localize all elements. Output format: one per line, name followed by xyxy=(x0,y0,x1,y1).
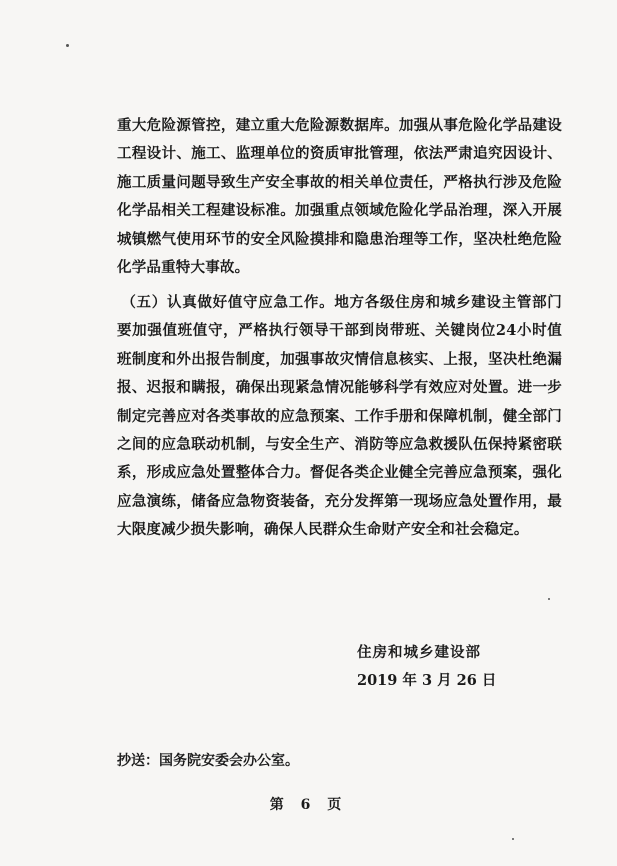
body-paragraph-2: （五）认真做好值守应急工作。地方各级住房和城乡建设主管部门要加强值班值守，严格执行领导干部到岗带班、关键岗位24小时值班制度和外出报告制度，加强事故灾情信息核实、上报，坚决杜绝漏报、迟报和瞒报，确保出现紧急情况能够科学有效应对处置。进一步制定完善应对各类事故的应急预案、工作手册和保障机制，健全部门之间的应急联动机制，与安全生产、消防等应急救援队伍保持紧密联系，形成应急处置整体合力。督促各类企业健全完善应急预案，强化应急演练，储备应急物资装备，充分发挥第一现场应急处置作用，最大限度减少损失影响，确保人民群众生命财产安全和社会稳定。 xyxy=(117,294,562,539)
scan-speck xyxy=(512,838,514,840)
cc-line: 抄送：国务院安委会办公室。 xyxy=(117,753,299,769)
scan-speck xyxy=(548,598,550,600)
signature-organization: 住房和城乡建设部 xyxy=(357,644,481,661)
body-paragraph-1: 重大危险源管控，建立重大危险源数据库。加强从事危险化学品建设工程设计、施工、监理单位的资质审批管理，依法严肃追究因设计、施工质量问题导致生产安全事故的相关单位责任，严格执行涉及危险化学品相关工程建设标准。加强重点领域危险化学品治理，深入开展城镇燃气使用环节的安全风险摸排和隐患治理等工作，坚决杜绝危险化学品重特大事故。 xyxy=(117,117,562,277)
page-number: 第 6 页 xyxy=(269,797,348,813)
scan-speck xyxy=(66,44,69,47)
signature-date: 2019 年 3 月 26 日 xyxy=(357,672,497,689)
